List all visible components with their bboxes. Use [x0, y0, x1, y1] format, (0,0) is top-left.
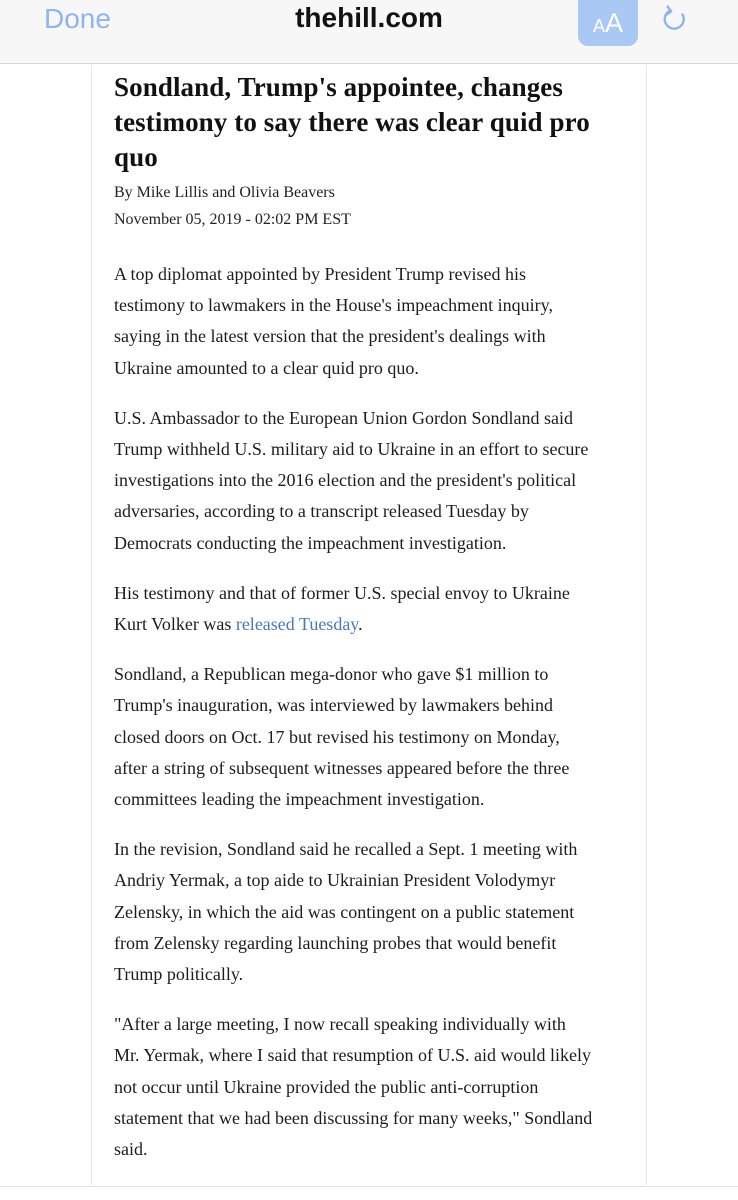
bottom-divider: [0, 1186, 738, 1187]
reload-button[interactable]: [658, 2, 692, 36]
page-domain: thehill.com: [295, 2, 443, 33]
article-paragraph: Sondland, a Republican mega-donor who gave $1 million to Trump's inauguration, was interviewed by lawmakers behind closed doors on Oct. 17 but revised his testimony on Monday, after a string of subsequent witnesses appeared before the three committees leading the impeachment investigation.: [114, 664, 570, 810]
done-button[interactable]: Done: [44, 3, 111, 34]
text-size-button[interactable]: [578, 0, 638, 46]
article-byline: By Mike Lillis and Olivia Beavers: [114, 184, 335, 201]
article: [114, 70, 594, 1184]
article-paragraph: In the revision, Sondland said he recalled a Sept. 1 meeting with Andriy Yermak, a top aide to Ukrainian President Volodymyr Zelensky, in which the aid was contingent on a public statement from Zelensky regarding launching probes that would benefit Trump politically.: [114, 839, 578, 985]
paragraph-text: His testimony and that of former U.S. special envoy to Ukraine Kurt Volker was: [114, 582, 570, 635]
article-dateline: November 05, 2019 - 02:02 PM EST: [114, 211, 351, 228]
article-paragraph: A top diplomat appointed by President Trump revised his testimony to lawmakers in the House's impeachment inquiry, saying in the latest version that the president's dealings with Ukraine amounted to a clear quid pro quo.: [114, 264, 553, 378]
released-tuesday-link[interactable]: released Tuesday: [235, 614, 359, 635]
page-frame-right: [646, 65, 647, 1185]
page-frame-left: [91, 65, 92, 1185]
article-headline: Sondland, Trump's appointee, changes testimony to say there was clear quid pro quo: [114, 72, 590, 172]
browser-toolbar: [0, 0, 738, 64]
text-size-large-glyph: A: [605, 7, 624, 38]
article-paragraph: "After a large meeting, I now recall speaking individually with Mr. Yermak, where I said that resumption of U.S. aid would likely not occur until Ukraine provided the public anti-corruption statement that we had been discussing for many weeks," Sondland said.: [114, 1014, 593, 1160]
reload-icon: [658, 2, 692, 36]
article-body: [114, 259, 594, 1165]
text-size-small-glyph: A: [592, 16, 605, 36]
article-paragraph: U.S. Ambassador to the European Union Gordon Sondland said Trump withheld U.S. military aid to Ukraine in an effort to secure investigations into the 2016 election and the president's political adversaries, according to a transcript released Tuesday by Democrats conducting the impeachment investigation.: [114, 407, 589, 553]
article-paragraph: [114, 578, 594, 640]
paragraph-text: .: [358, 614, 363, 635]
